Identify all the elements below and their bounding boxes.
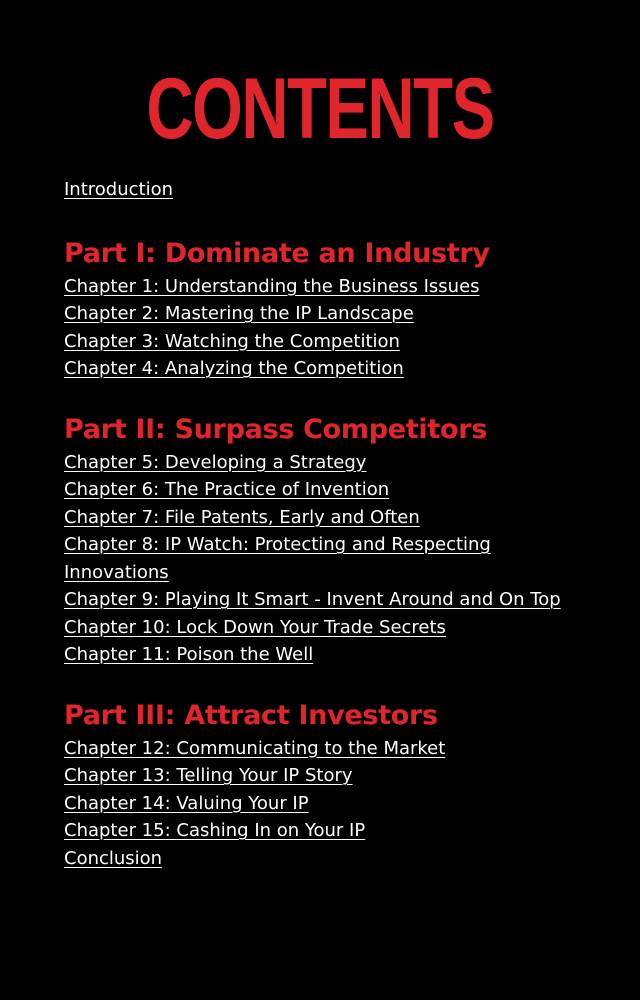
table-of-contents: [64, 176, 564, 872]
toc-link-chapter-3[interactable]: Chapter 3: Watching the Competition: [64, 330, 400, 352]
page-title: CONTENTS: [146, 61, 494, 157]
toc-link-chapter-12[interactable]: Chapter 12: Communicating to the Market: [64, 737, 446, 759]
toc-link-chapter-13[interactable]: Chapter 13: Telling Your IP Story: [64, 765, 353, 786]
toc-link-conclusion[interactable]: Conclusion: [64, 847, 163, 869]
toc-link-chapter-1[interactable]: Chapter 1: Understanding the Business Issues: [64, 275, 480, 297]
toc-link-chapter-8[interactable]: Chapter 8: IP Watch: Protecting and Respecting Innovations: [64, 534, 491, 583]
toc-link-chapter-4[interactable]: Chapter 4: Analyzing the Competition: [64, 358, 404, 379]
toc-link-chapter-7[interactable]: Chapter 7: File Patents, Early and Often: [64, 506, 420, 528]
toc-link-chapter-2[interactable]: Chapter 2: Mastering the IP Landscape: [64, 303, 414, 324]
part-2-heading: Part II: Surpass Competitors: [64, 413, 488, 445]
part-1-heading: Part I: Dominate an Industry: [64, 237, 490, 269]
toc-link-chapter-10[interactable]: Chapter 10: Lock Down Your Trade Secrets: [64, 616, 446, 638]
toc-link-chapter-9[interactable]: Chapter 9: Playing It Smart - Invent Around and On Top: [64, 589, 561, 610]
toc-link-chapter-6[interactable]: Chapter 6: The Practice of Invention: [64, 479, 390, 500]
part-3-heading: Part III: Attract Investors: [64, 699, 438, 731]
toc-link-chapter-15[interactable]: Chapter 15: Cashing In on Your IP: [64, 820, 366, 841]
part-1-section: [64, 237, 564, 383]
toc-link-chapter-11[interactable]: Chapter 11: Poison the Well: [64, 644, 314, 665]
part-3-section: [64, 699, 564, 845]
part-2-section: [64, 413, 564, 669]
toc-link-chapter-14[interactable]: Chapter 14: Valuing Your IP: [64, 792, 309, 814]
toc-link-introduction[interactable]: Introduction: [64, 179, 174, 200]
toc-link-chapter-5[interactable]: Chapter 5: Developing a Strategy: [64, 451, 367, 473]
